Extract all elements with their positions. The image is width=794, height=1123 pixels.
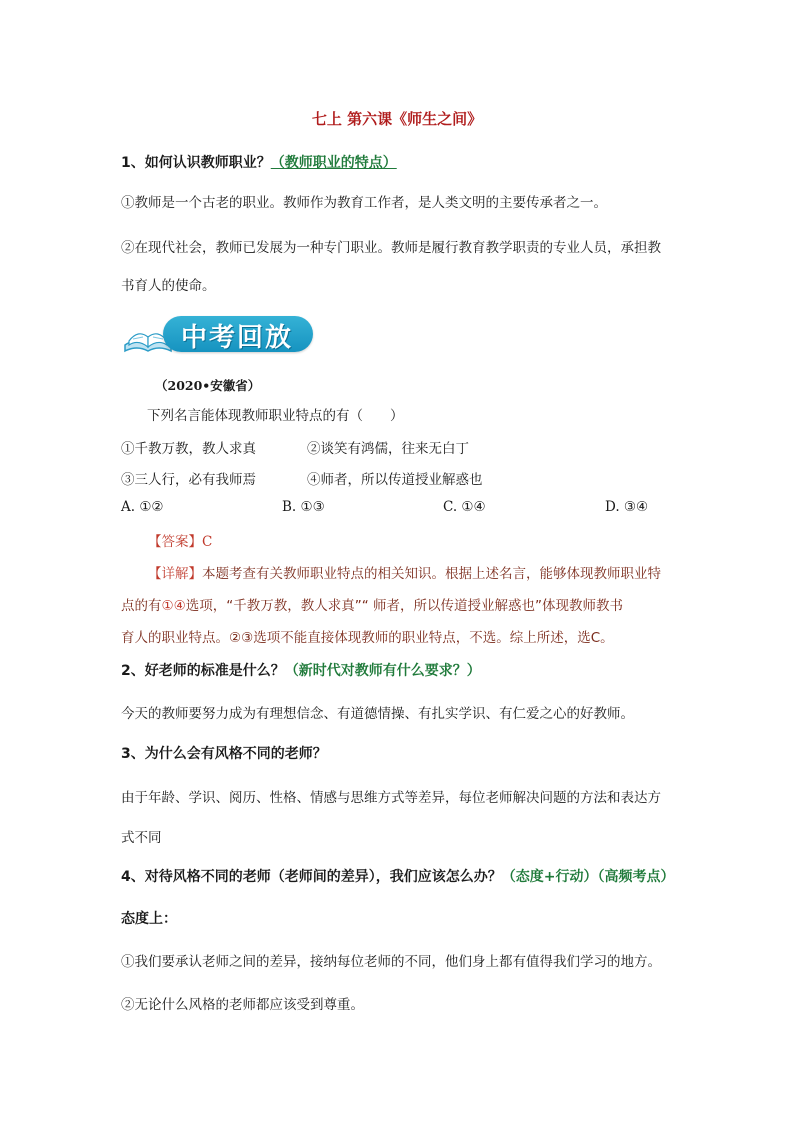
- question-1-heading: [121, 152, 397, 172]
- choice-a: A. ①②: [121, 499, 164, 515]
- q1-paragraph-2-line-1: ②在现代社会，教师已发展为一种专门职业。教师是履行教育教学职责的专业人员，承担教: [121, 240, 661, 256]
- question-4-text: 4、对待风格不同的老师（老师间的差异），我们应该怎么办？: [121, 869, 502, 885]
- question-3-heading: 3、为什么会有风格不同的老师？: [121, 746, 327, 762]
- page-title: 七上 第六课《师生之间》: [311, 110, 483, 128]
- answer-line: [148, 530, 212, 550]
- option-4: ④师者，所以传道授业解惑也: [307, 472, 483, 488]
- q4-paragraph-1: ①我们要承认老师之间的差异，接纳每位老师的不同，他们身上都有值得我们学习的地方。: [121, 954, 661, 970]
- choice-d: D. ③④: [605, 499, 649, 515]
- question-2-tag: （新时代对教师有什么要求？）: [284, 663, 481, 679]
- answer-label: 【答案】: [148, 534, 202, 550]
- detail-text-2c: 选项，“千教万教，教人求真”“ 师者，所以传道授业解惑也”体现教师教书: [185, 598, 623, 614]
- answer-value: C: [202, 534, 213, 550]
- q1-paragraph-2-line-2: 书育人的使命。: [121, 278, 216, 294]
- question-1-tag: （教师职业的特点）: [270, 155, 397, 171]
- question-2-heading: [121, 660, 481, 680]
- choice-c: C. ①④: [443, 499, 486, 515]
- question-1-text: 1、如何认识教师职业？: [121, 155, 271, 171]
- detail-text-2a: 点的有: [121, 598, 162, 614]
- choice-b: B. ①③: [282, 499, 325, 515]
- q1-paragraph-1: ①教师是一个古老的职业。教师作为教育工作者，是人类文明的主要传承者之一。: [121, 195, 607, 211]
- question-4-tag-1: （态度+行动）: [501, 869, 598, 885]
- option-3: ③三人行，必有我师焉: [121, 472, 256, 488]
- detail-circled-options: ①④: [161, 598, 186, 614]
- detail-text-1: 本题考查有关教师职业特点的相关知识。根据上述名言，能够体现教师职业特: [202, 566, 661, 582]
- question-4-tag-2: （高频考点）: [597, 869, 675, 885]
- detail-line-2: [121, 594, 623, 614]
- exam-source: （2020•安徽省）: [155, 378, 261, 393]
- exam-question: 下列名言能体现教师职业特点的有（ ）: [147, 408, 404, 424]
- q4-paragraph-2: ②无论什么风格的老师都应该受到尊重。: [121, 997, 364, 1013]
- q3-paragraph-line-1: 由于年龄、学识、阅历、性格、情感与思维方式等差异，每位老师解决问题的方法和表达方: [121, 790, 661, 806]
- option-2: ②谈笑有鸿儒，往来无白丁: [307, 441, 469, 457]
- banner-label: 中考回放: [181, 323, 294, 353]
- question-4-heading: [121, 866, 674, 886]
- question-2-text: 2、好老师的标准是什么？: [121, 663, 285, 679]
- attitude-subheading: 态度上：: [121, 911, 177, 927]
- exam-review-banner: [121, 313, 316, 355]
- detail-line-1: [148, 562, 661, 582]
- q2-paragraph: 今天的教师要努力成为有理想信念、有道德情操、有扎实学识、有仁爱之心的好教师。: [121, 706, 634, 722]
- option-1: ①千教万教，教人求真: [121, 441, 256, 457]
- detail-label: 【详解】: [148, 566, 202, 582]
- q3-paragraph-line-2: 式不同: [121, 830, 162, 846]
- detail-line-3: 育人的职业特点。②③选项不能直接体现教师的职业特点，不选。综上所述，选C。: [121, 630, 614, 646]
